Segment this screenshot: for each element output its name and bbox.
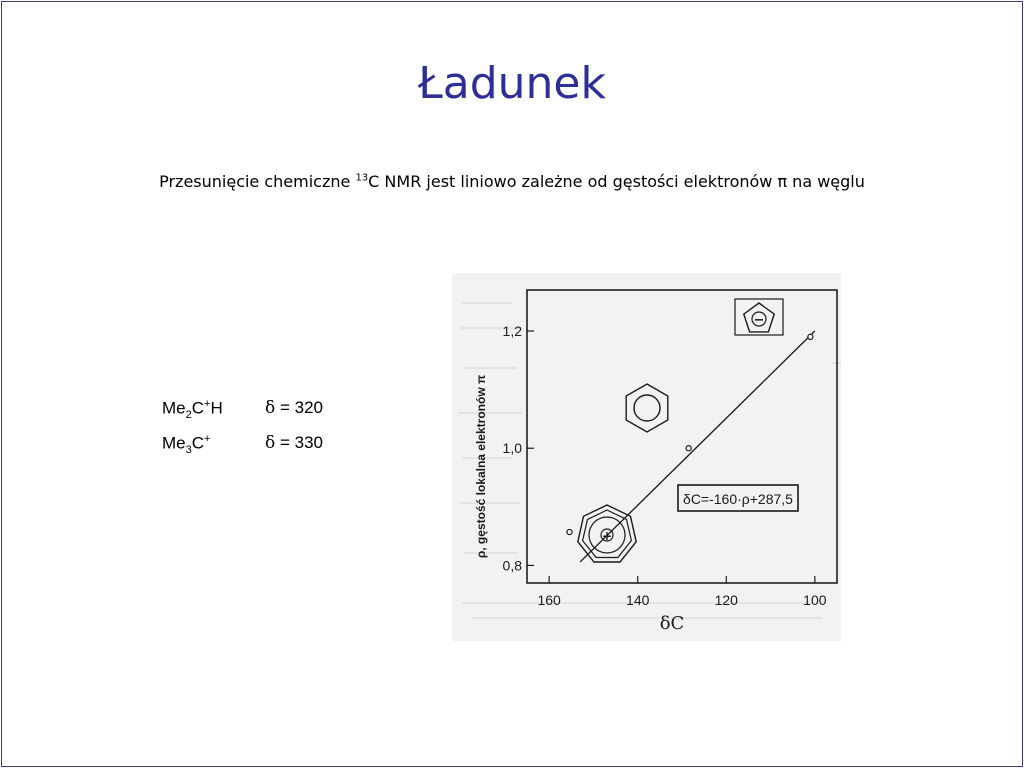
equation-label: δC=-160·ρ+287,5 — [683, 491, 793, 507]
y-axis-label: ρ, gęstość lokalna elektronów π — [474, 374, 488, 559]
slide-subtitle — [0, 172, 1024, 191]
subtitle-end: C NMR jest liniowo zależne od gęstości elektronów π na węglu — [368, 172, 865, 191]
data-point-3 — [808, 334, 813, 339]
x-tick-label-100: 100 — [803, 592, 827, 608]
nmr-chart — [452, 273, 841, 641]
slide-title: Ładunek — [418, 58, 606, 109]
cation-shift-me2ch: δ = 320 — [265, 398, 323, 418]
x-tick-label-160: 160 — [537, 592, 561, 608]
x-tick-label-120: 120 — [714, 592, 738, 608]
subtitle-start: Przesunięcie chemiczne — [159, 172, 356, 191]
nmr-chart-scan — [452, 273, 841, 641]
data-point-1 — [567, 529, 572, 534]
subtitle-isotope-mass: 13 — [355, 172, 369, 184]
x-axis-label: δC — [659, 613, 685, 634]
y-tick-label-1,0: 1,0 — [502, 440, 522, 457]
anion-minus-sign: − — [753, 313, 765, 328]
data-point-2 — [686, 446, 691, 451]
y-tick-label-0,8: 0,8 — [502, 557, 522, 574]
cation-formula-me2ch: $Me_2C^+H$ — [162, 398, 223, 422]
cation-formula-me3c: $Me_3C^+$ — [162, 433, 211, 457]
x-tick-label-140: 140 — [626, 592, 650, 608]
cation-shift-me3c: δ = 330 — [265, 433, 323, 453]
cation-plus-sign: + — [601, 529, 613, 543]
y-tick-label-1,2: 1,2 — [502, 323, 522, 340]
